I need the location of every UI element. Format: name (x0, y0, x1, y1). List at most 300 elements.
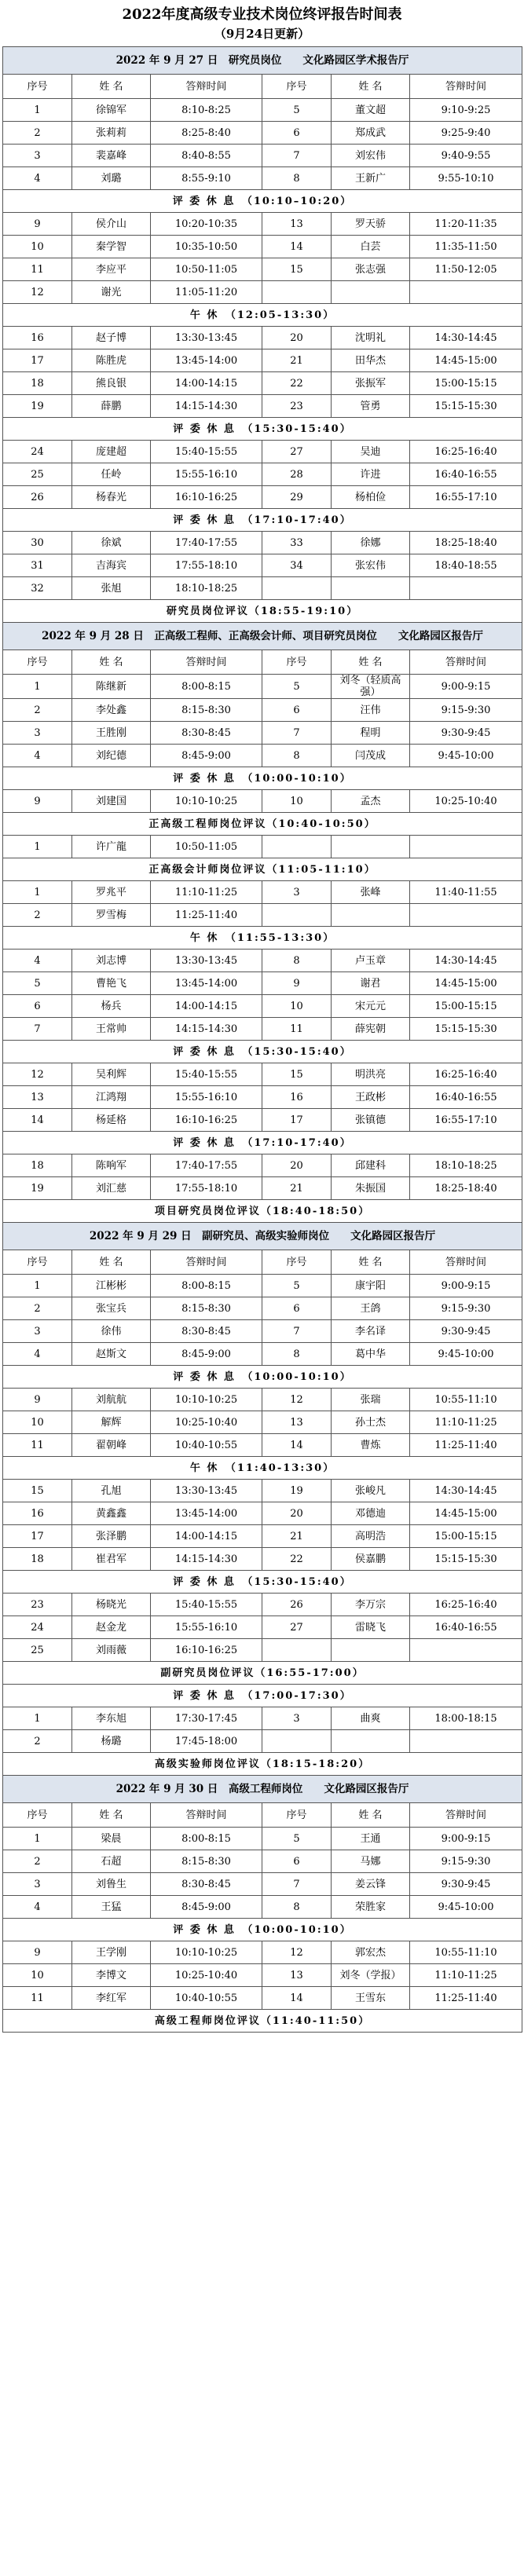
candidate-name: 刘志博 (72, 950, 151, 972)
candidate-name: 刘冬（轻质高强） (332, 675, 410, 699)
defense-time: 15:55-16:10 (151, 1616, 262, 1639)
table-row (3, 327, 522, 349)
defense-time: 9:30-9:45 (410, 722, 522, 745)
column-header-name: 姓 名 (72, 1803, 151, 1828)
defense-time: 11:50-12:05 (410, 258, 522, 281)
candidate-name: 刘冬（学报） (332, 1964, 410, 1987)
candidate-name: 黄鑫鑫 (72, 1502, 151, 1525)
column-header-no: 序号 (262, 1803, 332, 1828)
defense-time: 16:40-16:55 (410, 1616, 522, 1639)
break-row (3, 509, 522, 532)
break-row (3, 767, 522, 790)
defense-time: 14:15-14:30 (151, 1548, 262, 1571)
candidate-name: 江彬彬 (72, 1275, 151, 1297)
defense-time: 10:55-11:10 (410, 1941, 522, 1964)
break-label: 评 委 休 息 （15:30-15:40） (3, 1571, 522, 1594)
defense-time: 14:45-15:00 (410, 972, 522, 995)
row-number: 1 (3, 836, 72, 858)
candidate-name: 赵子博 (72, 327, 151, 349)
candidate-name: 明洪亮 (332, 1063, 410, 1086)
candidate-name: 张瑞 (332, 1389, 410, 1411)
candidate-name: 陈继新 (72, 675, 151, 699)
candidate-name: 王学刚 (72, 1941, 151, 1964)
break-label: 评 委 休 息 （15:30-15:40） (3, 1041, 522, 1063)
row-number: 17 (3, 1525, 72, 1548)
column-header-name: 姓 名 (332, 1250, 410, 1275)
defense-time: 14:30-14:45 (410, 327, 522, 349)
table-row (3, 1850, 522, 1873)
row-number: 9 (3, 790, 72, 813)
row-number: 26 (3, 486, 72, 509)
defense-time: 10:10-10:25 (151, 1941, 262, 1964)
defense-time: 17:55-18:10 (151, 1177, 262, 1200)
table-row (3, 1707, 522, 1730)
candidate-name: 杨柏俭 (332, 486, 410, 509)
defense-time: 8:15-8:30 (151, 699, 262, 722)
defense-time: 13:45-14:00 (151, 349, 262, 372)
table-row (3, 1086, 522, 1109)
row-number: 27 (262, 1616, 332, 1639)
defense-time (410, 1639, 522, 1662)
row-number: 16 (3, 1502, 72, 1525)
row-number: 7 (262, 722, 332, 745)
candidate-name: 薛宪朝 (332, 1018, 410, 1041)
row-number: 4 (3, 167, 72, 190)
defense-time: 8:45-9:00 (151, 1343, 262, 1366)
candidate-name: 吴迪 (332, 441, 410, 463)
table-row (3, 1177, 522, 1200)
break-row (3, 190, 522, 213)
row-number: 3 (262, 881, 332, 904)
table-row (3, 577, 522, 600)
table-row (3, 122, 522, 145)
row-number: 17 (262, 1109, 332, 1132)
row-number: 4 (3, 745, 72, 767)
row-number: 12 (3, 281, 72, 304)
row-number: 14 (262, 1987, 332, 2010)
candidate-name: 赵斯文 (72, 1343, 151, 1366)
defense-time: 16:55-17:10 (410, 486, 522, 509)
candidate-name: 张峰 (332, 881, 410, 904)
column-header-time: 答辩时间 (151, 650, 262, 675)
candidate-name: 董文超 (332, 99, 410, 122)
candidate-name: 刘鲁生 (72, 1873, 151, 1896)
row-number: 8 (262, 745, 332, 767)
row-number: 19 (3, 1177, 72, 1200)
row-number: 10 (3, 236, 72, 258)
table-row (3, 441, 522, 463)
defense-time: 9:00-9:15 (410, 1828, 522, 1850)
column-header-no: 序号 (262, 75, 332, 99)
row-number: 25 (3, 1639, 72, 1662)
row-number: 2 (3, 1730, 72, 1753)
table-row (3, 1548, 522, 1571)
defense-time: 11:20-11:35 (410, 213, 522, 236)
table-row (3, 1154, 522, 1177)
section-header-row (3, 1223, 522, 1250)
defense-time: 16:10-16:25 (151, 486, 262, 509)
break-label: 评 委 休 息 （17:00-17:30） (3, 1685, 522, 1707)
defense-time: 11:40-11:55 (410, 881, 522, 904)
column-header-time: 答辩时间 (151, 1250, 262, 1275)
break-label: 评 委 休 息 （10:00-10:10） (3, 767, 522, 790)
row-number: 18 (3, 1548, 72, 1571)
candidate-name: 张旭 (72, 577, 151, 600)
table-row (3, 1411, 522, 1434)
break-label: 高级工程师岗位评议（11:40-11:50） (3, 2010, 522, 2033)
defense-time: 16:55-17:10 (410, 1109, 522, 1132)
row-number: 12 (262, 1389, 332, 1411)
defense-time: 11:10-11:25 (151, 881, 262, 904)
defense-time: 14:00-14:15 (151, 1525, 262, 1548)
row-number: 8 (262, 1896, 332, 1919)
row-number: 2 (3, 122, 72, 145)
defense-time (410, 577, 522, 600)
candidate-name: 张峻凡 (332, 1480, 410, 1502)
section-header: 2022 年 9 月 28 日 正高级工程师、正高级会计师、项目研究员岗位 文化路园区报告厅 (3, 623, 522, 650)
defense-time: 17:40-17:55 (151, 1154, 262, 1177)
section-header: 2022 年 9 月 30 日 高级工程师岗位 文化路园区报告厅 (3, 1776, 522, 1803)
candidate-name: 邓德迪 (332, 1502, 410, 1525)
table-row (3, 904, 522, 927)
candidate-name: 王猛 (72, 1896, 151, 1919)
break-label: 评 委 休 息 （10:10–10:20） (3, 190, 522, 213)
defense-time: 10:55-11:10 (410, 1389, 522, 1411)
row-number: 28 (262, 463, 332, 486)
column-header-name: 姓 名 (72, 650, 151, 675)
break-row (3, 1200, 522, 1223)
row-number: 31 (3, 554, 72, 577)
break-label: 高级实验师岗位评议（18:15-18:20） (3, 1753, 522, 1776)
defense-time: 18:40-18:55 (410, 554, 522, 577)
candidate-name: 田华杰 (332, 349, 410, 372)
row-number: 10 (3, 1964, 72, 1987)
break-label: 评 委 休 息 （17:10-17:40） (3, 1132, 522, 1154)
row-number: 3 (3, 145, 72, 167)
row-number: 29 (262, 486, 332, 509)
candidate-name: 张志强 (332, 258, 410, 281)
defense-time: 9:15-9:30 (410, 1850, 522, 1873)
column-header-no: 序号 (3, 1803, 72, 1828)
row-number: 20 (262, 1154, 332, 1177)
defense-time: 16:40-16:55 (410, 1086, 522, 1109)
break-row (3, 1753, 522, 1776)
defense-time: 18:25-18:40 (410, 532, 522, 554)
candidate-name: 李博文 (72, 1964, 151, 1987)
table-row (3, 236, 522, 258)
candidate-name: 侯介山 (72, 213, 151, 236)
table-row (3, 1896, 522, 1919)
defense-time: 11:25-11:40 (410, 1987, 522, 2010)
table-row (3, 281, 522, 304)
candidate-name: 孔旭 (72, 1480, 151, 1502)
defense-time: 9:45-10:00 (410, 1343, 522, 1366)
defense-time: 8:55-9:10 (151, 167, 262, 190)
defense-time: 8:15-8:30 (151, 1297, 262, 1320)
column-header-time: 答辩时间 (151, 75, 262, 99)
defense-time: 14:30-14:45 (410, 1480, 522, 1502)
table-row (3, 790, 522, 813)
row-number: 18 (3, 372, 72, 395)
candidate-name: 李处鑫 (72, 699, 151, 722)
defense-time: 15:00-15:15 (410, 372, 522, 395)
table-row (3, 1873, 522, 1896)
row-number: 3 (3, 722, 72, 745)
row-number: 13 (262, 1411, 332, 1434)
defense-time: 9:30-9:45 (410, 1320, 522, 1343)
candidate-name (332, 836, 410, 858)
break-label: 研究员岗位评议（18:55-19:10） (3, 600, 522, 623)
table-row (3, 99, 522, 122)
candidate-name: 宋元元 (332, 995, 410, 1018)
row-number: 19 (3, 395, 72, 418)
defense-time: 14:15-14:30 (151, 1018, 262, 1041)
candidate-name: 李红军 (72, 1987, 151, 2010)
row-number: 22 (262, 1548, 332, 1571)
candidate-name: 雷晓飞 (332, 1616, 410, 1639)
table-row (3, 1828, 522, 1850)
break-row (3, 1041, 522, 1063)
candidate-name: 张莉莉 (72, 122, 151, 145)
defense-time: 15:15-15:30 (410, 1018, 522, 1041)
row-number: 20 (262, 1502, 332, 1525)
row-number: 1 (3, 1275, 72, 1297)
row-number: 16 (3, 327, 72, 349)
table-row (3, 1525, 522, 1548)
row-number: 3 (3, 1873, 72, 1896)
row-number: 3 (3, 1320, 72, 1343)
defense-time: 9:45-10:00 (410, 745, 522, 767)
row-number (262, 1730, 332, 1753)
row-number: 26 (262, 1594, 332, 1616)
table-row (3, 372, 522, 395)
row-number: 11 (262, 1018, 332, 1041)
candidate-name: 马娜 (332, 1850, 410, 1873)
table-row (3, 1018, 522, 1041)
table-row (3, 745, 522, 767)
defense-time: 16:25-16:40 (410, 1594, 522, 1616)
candidate-name: 荣胜家 (332, 1896, 410, 1919)
defense-time: 17:55-18:10 (151, 554, 262, 577)
candidate-name: 杨春光 (72, 486, 151, 509)
defense-time: 11:35-11:50 (410, 236, 522, 258)
candidate-name: 刘雨薇 (72, 1639, 151, 1662)
column-header-row (3, 75, 522, 99)
table-row (3, 836, 522, 858)
table-row (3, 1987, 522, 2010)
break-row (3, 927, 522, 950)
row-number: 2 (3, 1850, 72, 1873)
candidate-name: 汪伟 (332, 699, 410, 722)
defense-time: 8:30-8:45 (151, 1873, 262, 1896)
candidate-name: 许进 (332, 463, 410, 486)
column-header-row (3, 1803, 522, 1828)
row-number: 27 (262, 441, 332, 463)
row-number: 19 (262, 1480, 332, 1502)
row-number: 8 (262, 950, 332, 972)
table-row (3, 1502, 522, 1525)
row-number: 17 (3, 349, 72, 372)
break-label: 项目研究员岗位评议（18:40-18:50） (3, 1200, 522, 1223)
row-number: 30 (3, 532, 72, 554)
defense-time: 11:10-11:25 (410, 1411, 522, 1434)
row-number: 15 (262, 258, 332, 281)
candidate-name: 王雪东 (332, 1987, 410, 2010)
row-number: 14 (262, 1434, 332, 1457)
table-row (3, 881, 522, 904)
candidate-name: 陈胜虎 (72, 349, 151, 372)
candidate-name: 庞建超 (72, 441, 151, 463)
column-header-no: 序号 (262, 1250, 332, 1275)
candidate-name: 张宏伟 (332, 554, 410, 577)
candidate-name: 杨璐 (72, 1730, 151, 1753)
candidate-name: 刘航航 (72, 1389, 151, 1411)
break-row (3, 1685, 522, 1707)
row-number (262, 904, 332, 927)
candidate-name: 杨延格 (72, 1109, 151, 1132)
column-header-name: 姓 名 (72, 75, 151, 99)
row-number: 1 (3, 881, 72, 904)
column-header-name: 姓 名 (332, 650, 410, 675)
candidate-name (332, 281, 410, 304)
table-row (3, 1320, 522, 1343)
defense-time: 15:55-16:10 (151, 463, 262, 486)
candidate-name: 高明浩 (332, 1525, 410, 1548)
table-row (3, 1343, 522, 1366)
defense-time: 8:25-8:40 (151, 122, 262, 145)
schedule-table (2, 46, 522, 2033)
table-row (3, 1480, 522, 1502)
candidate-name: 张泽鹏 (72, 1525, 151, 1548)
candidate-name: 李万宗 (332, 1594, 410, 1616)
candidate-name: 李东旭 (72, 1707, 151, 1730)
break-label: 午 休 （11:40-13:30） (3, 1457, 522, 1480)
table-row (3, 1594, 522, 1616)
candidate-name: 许广龍 (72, 836, 151, 858)
row-number: 5 (262, 1828, 332, 1850)
row-number: 2 (3, 1297, 72, 1320)
row-number: 4 (3, 1896, 72, 1919)
candidate-name: 孟杰 (332, 790, 410, 813)
defense-time: 10:25-10:40 (151, 1964, 262, 1987)
row-number: 24 (3, 441, 72, 463)
row-number: 7 (3, 1018, 72, 1041)
candidate-name: 郑成武 (332, 122, 410, 145)
candidate-name: 朱振国 (332, 1177, 410, 1200)
defense-time: 9:45-10:00 (410, 1896, 522, 1919)
section-header-row (3, 1776, 522, 1803)
row-number: 14 (3, 1109, 72, 1132)
table-row (3, 1297, 522, 1320)
candidate-name: 姜云锋 (332, 1873, 410, 1896)
break-row (3, 1132, 522, 1154)
defense-time: 8:45-9:00 (151, 1896, 262, 1919)
defense-time: 8:30-8:45 (151, 722, 262, 745)
defense-time: 10:20-10:35 (151, 213, 262, 236)
row-number: 1 (3, 1828, 72, 1850)
candidate-name: 刘建国 (72, 790, 151, 813)
candidate-name: 吴利辉 (72, 1063, 151, 1086)
break-row (3, 1457, 522, 1480)
defense-time: 10:25-10:40 (151, 1411, 262, 1434)
row-number: 20 (262, 327, 332, 349)
row-number: 2 (3, 904, 72, 927)
table-row (3, 1730, 522, 1753)
row-number: 12 (3, 1063, 72, 1086)
candidate-name: 薛鹏 (72, 395, 151, 418)
defense-time: 15:55-16:10 (151, 1086, 262, 1109)
defense-time: 15:15-15:30 (410, 395, 522, 418)
defense-time: 13:30-13:45 (151, 327, 262, 349)
defense-time: 9:00-9:15 (410, 1275, 522, 1297)
defense-time: 18:25-18:40 (410, 1177, 522, 1200)
column-header-row (3, 650, 522, 675)
candidate-name: 曹炼 (332, 1434, 410, 1457)
defense-time: 9:40-9:55 (410, 145, 522, 167)
row-number: 9 (3, 1389, 72, 1411)
table-row (3, 1639, 522, 1662)
row-number: 7 (262, 1320, 332, 1343)
row-number: 34 (262, 554, 332, 577)
break-label: 评 委 休 息 （10:00-10:10） (3, 1366, 522, 1389)
defense-time: 8:00-8:15 (151, 675, 262, 699)
row-number: 2 (3, 699, 72, 722)
defense-time: 11:05-11:20 (151, 281, 262, 304)
row-number: 6 (262, 1297, 332, 1320)
defense-time: 13:30-13:45 (151, 950, 262, 972)
row-number: 32 (3, 577, 72, 600)
defense-time: 10:50-11:05 (151, 836, 262, 858)
row-number: 11 (3, 1434, 72, 1457)
defense-time: 14:15-14:30 (151, 395, 262, 418)
defense-time: 15:00-15:15 (410, 995, 522, 1018)
column-header-time: 答辩时间 (410, 1250, 522, 1275)
row-number: 23 (3, 1594, 72, 1616)
row-number: 3 (262, 1707, 332, 1730)
candidate-name: 赵金龙 (72, 1616, 151, 1639)
column-header-time: 答辩时间 (410, 650, 522, 675)
row-number: 24 (3, 1616, 72, 1639)
table-row (3, 554, 522, 577)
column-header-no: 序号 (3, 650, 72, 675)
candidate-name: 刘宏伟 (332, 145, 410, 167)
section-header: 2022 年 9 月 29 日 副研究员、高级实验师岗位 文化路园区报告厅 (3, 1223, 522, 1250)
break-row (3, 600, 522, 623)
defense-time (410, 904, 522, 927)
defense-time: 13:45-14:00 (151, 1502, 262, 1525)
row-number: 10 (3, 1411, 72, 1434)
row-number: 9 (3, 213, 72, 236)
row-number: 6 (262, 122, 332, 145)
row-number: 8 (262, 1343, 332, 1366)
section-header-row (3, 47, 522, 75)
candidate-name: 刘汇慈 (72, 1177, 151, 1200)
break-label: 正高级会计师岗位评议（11:05-11:10） (3, 858, 522, 881)
defense-time: 8:00-8:15 (151, 1828, 262, 1850)
defense-time: 13:45-14:00 (151, 972, 262, 995)
candidate-name: 孙士杰 (332, 1411, 410, 1434)
schedule-document (2, 0, 522, 2033)
defense-time: 18:00-18:15 (410, 1707, 522, 1730)
column-header-time: 答辩时间 (410, 1803, 522, 1828)
table-row (3, 1434, 522, 1457)
break-label: 评 委 休 息 （15:30-15:40） (3, 418, 522, 441)
candidate-name: 王通 (332, 1828, 410, 1850)
candidate-name: 曲爽 (332, 1707, 410, 1730)
defense-time: 17:45-18:00 (151, 1730, 262, 1753)
candidate-name: 吉海宾 (72, 554, 151, 577)
break-label: 正高级工程师岗位评议（10:40-10:50） (3, 813, 522, 836)
